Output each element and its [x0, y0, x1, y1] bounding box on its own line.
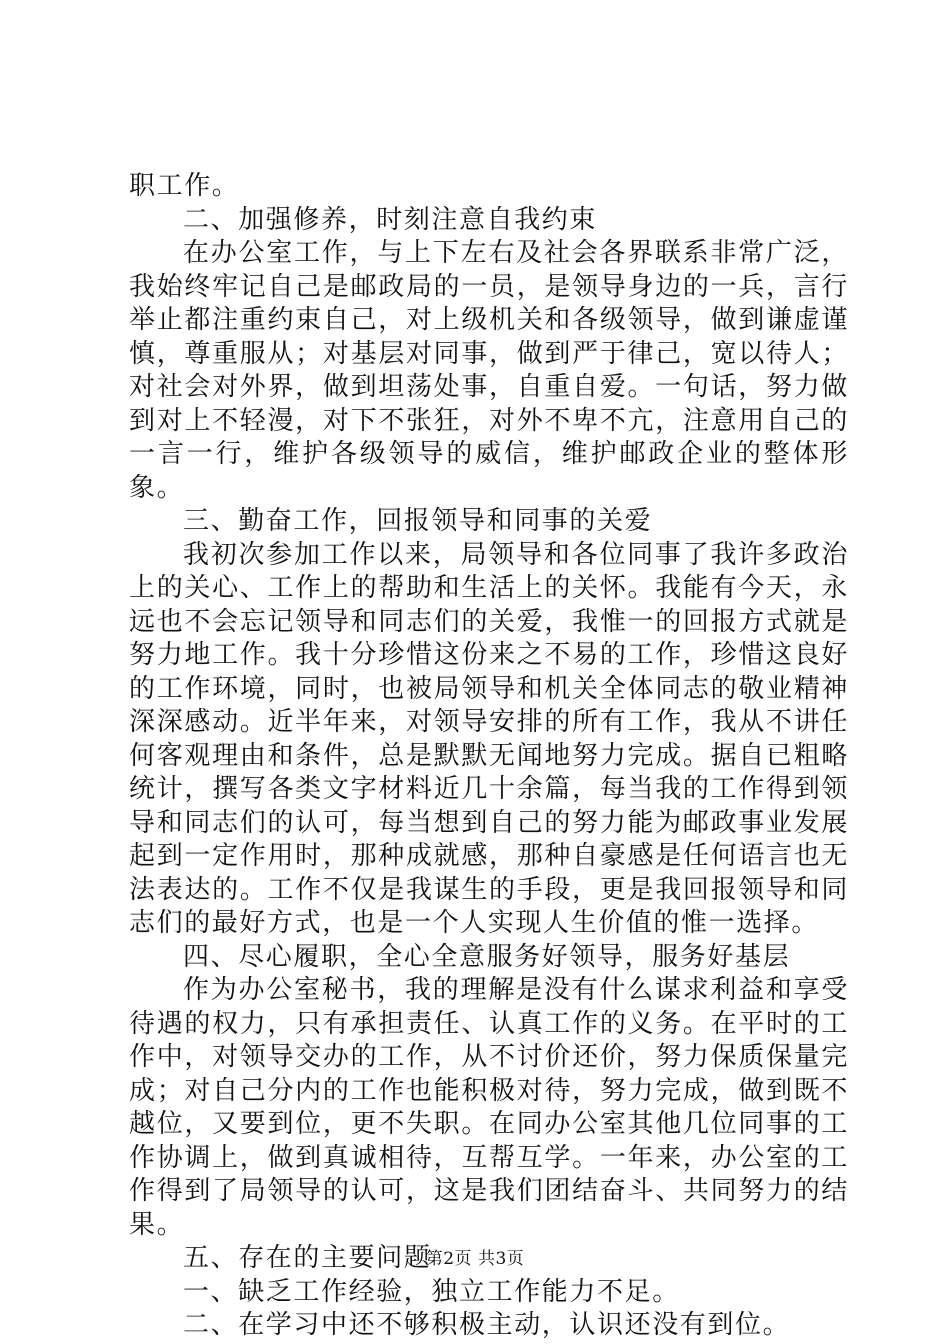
- page-footer: 第2页 共3页: [425, 1249, 525, 1269]
- section-heading-3: 三、勤奋工作，回报领导和同事的关爱: [183, 506, 653, 536]
- list-item: 二、在学习中还不够积极主动，认识还没有到位。: [183, 1310, 791, 1340]
- paragraph-continuation: 职工作。: [129, 171, 240, 201]
- document-body: [129, 170, 849, 1343]
- section-heading-2: 二、加强修养，时刻注意自我约束: [183, 204, 598, 235]
- section-heading-5: 五、存在的主要问题: [183, 1243, 432, 1273]
- section-heading-4: 四、尽心履职，全心全意服务好领导，服务好基层: [183, 941, 791, 972]
- paragraph: 在办公室工作，与上下左右及社会各界联系非常广泛，我始终牢记自己是邮政局的一员，是领导身边的一兵，言行举止都注重约束自己，对上级机关和各级领导，做到谦虚谨慎，尊重服从；对基层对同事，做到严于律己，宽以待人；对社会对外界，做到坦荡处事，自重自爱。一句话，努力做到对上不轻漫，对下不张狂，对外不卑不亢，注意用自己的一言一行，维护各级领导的威信，维护邮政企业的整体形象。: [129, 238, 849, 503]
- paragraph: 我初次参加工作以来，局领导和各位同事了我许多政治上的关心、工作上的帮助和生活上的关怀。我能有今天，永远也不会忘记领导和同志们的关爱，我惟一的回报方式就是努力地工作。我十分珍惜这份来之不易的工作，珍惜这良好的工作环境，同时，也被局领导和机关全体同志的敬业精神深深感动。近半年来，对领导安排的所有工作，我从不讲任何客观理由和条件，总是默默无闻地努力完成。据自已粗略统计，撰写各类文字材料近几十余篇，每当我的工作得到领导和同志们的认可，每当想到自己的努力能为邮政事业发展起到一定作用时，那种成就感，那种自豪感是任何语言也无法表达的。工作不仅是我谋生的手段，更是我回报领导和同志们的最好方式，也是一个人实现人生价值的惟一选择。: [129, 539, 849, 938]
- paragraph: 作为办公室秘书，我的理解是没有什么谋求利益和享受待遇的权力，只有承担责任、认真工作的义务。在平时的工作中，对领导交办的工作，从不讨价还价，努力保质保量完成；对自己分内的工作也能积极对待，努力完成，做到既不越位，又要到位，更不失职。在同办公室其他几位同事的工作协调上，做到真诚相待，互帮互学。一年来，办公室的工作得到了局领导的认可，这是我们团结奋斗、共同努力的结果。: [129, 975, 849, 1240]
- list-item: 一、缺乏工作经验，独立工作能力不足。: [183, 1276, 680, 1307]
